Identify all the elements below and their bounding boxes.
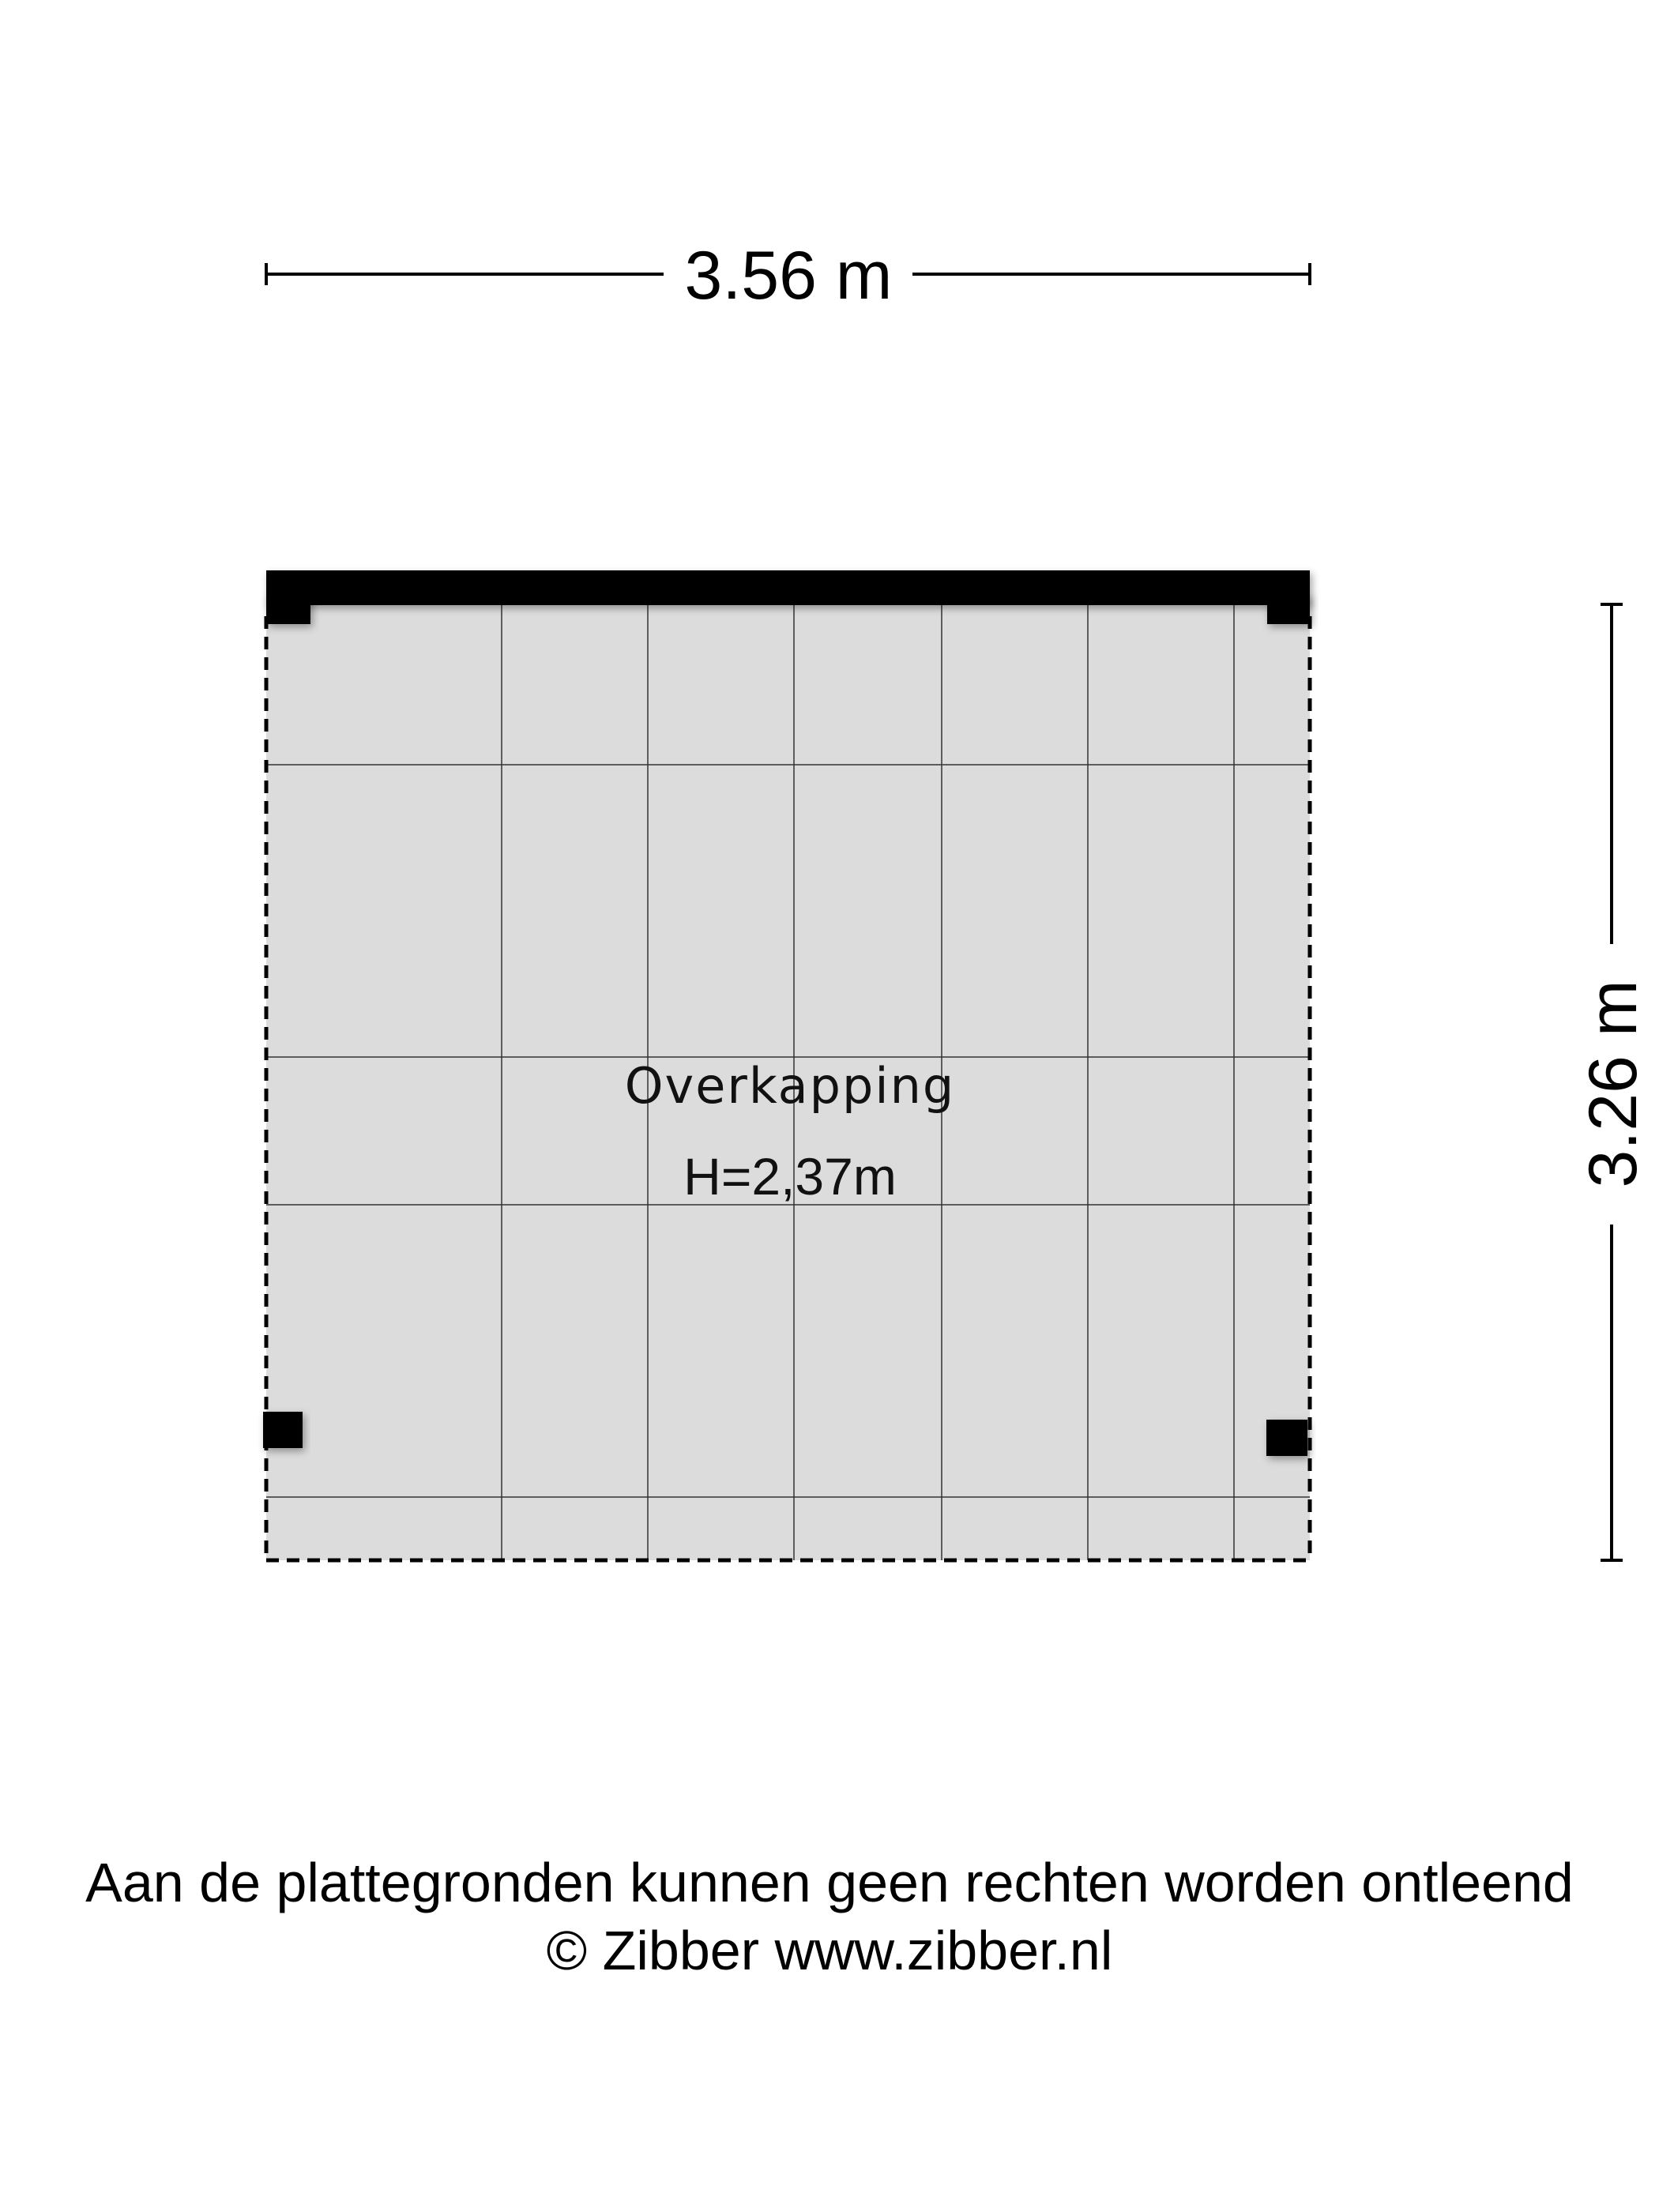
copyright-text: © Zibber www.zibber.nl (546, 1920, 1113, 1981)
post-bottom-left (263, 1412, 303, 1448)
disclaimer-text: Aan de plattegronden kunnen geen rechten worden ontleend (85, 1852, 1574, 1913)
post-bottom-right (1266, 1420, 1307, 1456)
depth-dimension (1575, 604, 1651, 1560)
room-height: H=2,37m (683, 1147, 897, 1206)
width-dimension (266, 238, 1310, 314)
footer (0, 1849, 1659, 1984)
post-top-left (266, 594, 310, 624)
back-wall (266, 570, 1310, 605)
width-label: 3.56 m (684, 238, 893, 314)
post-top-right (1267, 594, 1310, 624)
depth-label: 3.26 m (1575, 980, 1651, 1188)
room-name: Overkapping (624, 1057, 956, 1115)
